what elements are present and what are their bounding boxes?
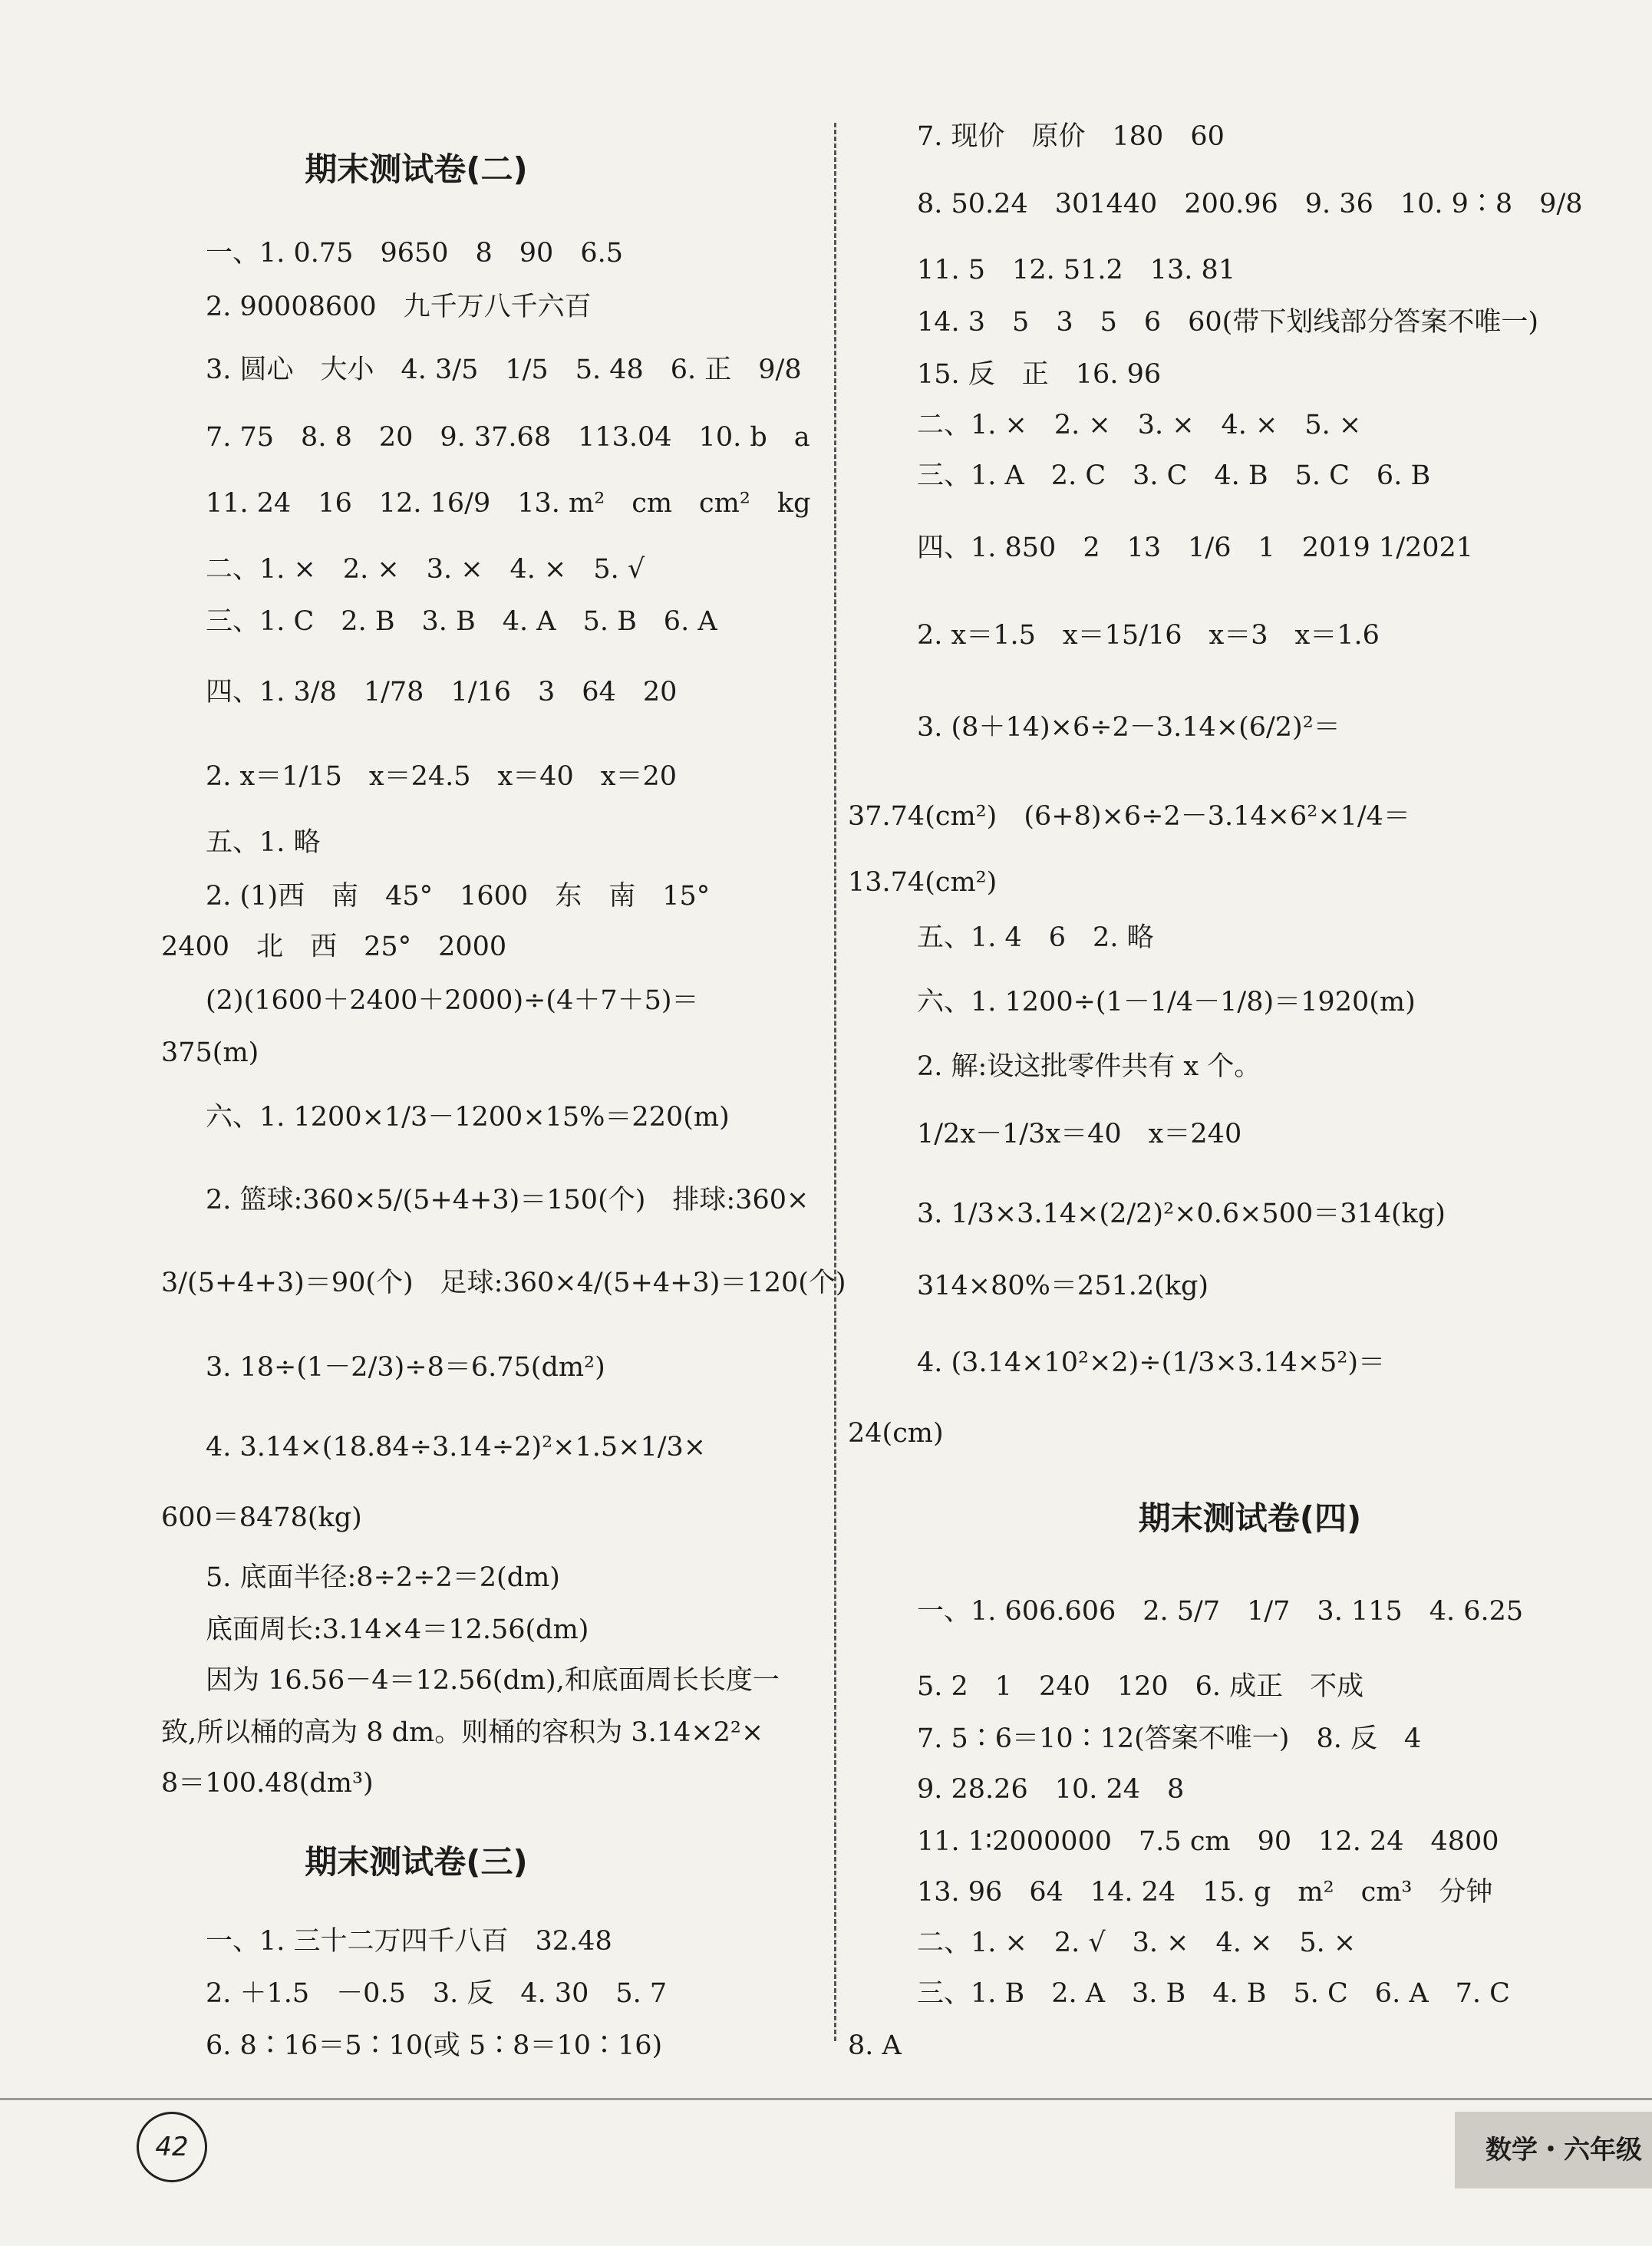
answer-line: 15. 反 正 16. 96 [917, 359, 1162, 390]
answer-line: 二、1. × 2. × 3. × 4. × 5. √ [206, 554, 645, 585]
answer-line: 一、1. 606.606 2. 5/7 1/7 3. 115 4. 6.25 [917, 1596, 1524, 1627]
answer-line: 314×80%＝251.2(kg) [917, 1271, 1209, 1301]
answer-line: 四、1. 3/8 1/78 1/16 3 64 20 [206, 677, 678, 707]
page-number: 42 [137, 2112, 207, 2182]
section-heading-exam-4: 期末测试卷(四) [1138, 1499, 1362, 1537]
answer-line: 7. 现价 原价 180 60 [917, 121, 1225, 152]
column-divider [834, 123, 836, 2041]
answer-line: 2. 解:设这批零件共有 x 个。 [917, 1051, 1261, 1082]
answer-line: 4. (3.14×10²×2)÷(1/3×3.14×5²)＝ [917, 1347, 1386, 1378]
answer-line: 7. 5∶6＝10∶12(答案不唯一) 8. 反 4 [917, 1723, 1422, 1754]
answer-line: (2)(1600＋2400＋2000)÷(4＋7＋5)＝ [206, 985, 699, 1016]
answer-line: 7. 75 8. 8 20 9. 37.68 113.04 10. b a [206, 422, 810, 453]
answer-line: 2400 北 西 25° 2000 [161, 932, 507, 962]
answer-line: 9. 28.26 10. 24 8 [917, 1774, 1185, 1805]
answer-line: 24(cm) [848, 1418, 944, 1449]
answer-line: 3. 1/3×3.14×(2/2)²×0.6×500＝314(kg) [917, 1199, 1446, 1229]
answer-line: 一、1. 三十二万四千八百 32.48 [206, 1926, 612, 1957]
answer-line: 6. 8∶16＝5∶10(或 5∶8＝10∶16) [206, 2030, 663, 2061]
answer-line: 8. A [848, 2030, 902, 2061]
answer-line: 5. 底面半径:8÷2÷2＝2(dm) [206, 1562, 560, 1593]
answer-line: 三、1. B 2. A 3. B 4. B 5. C 6. A 7. C [917, 1978, 1510, 2009]
answer-line: 8. 50.24 301440 200.96 9. 36 10. 9∶8 9/8 [917, 189, 1583, 219]
answer-line: 14. 3 5 3 5 6 60(带下划线部分答案不唯一) [917, 307, 1538, 338]
answer-line: 11. 24 16 12. 16/9 13. m² cm cm² kg [206, 488, 811, 519]
answer-line: 二、1. × 2. √ 3. × 4. × 5. × [917, 1928, 1357, 1958]
subject-tag: 数学・六年级 [1455, 2112, 1652, 2188]
answer-line: 2. (1)西 南 45° 1600 东 南 15° [206, 881, 711, 912]
answer-line: 375(m) [161, 1037, 259, 1068]
answer-line: 11. 5 12. 51.2 13. 81 [917, 255, 1236, 285]
answer-line: 2. ＋1.5 －0.5 3. 反 4. 30 5. 7 [206, 1978, 668, 2009]
answer-line: 4. 3.14×(18.84÷3.14÷2)²×1.5×1/3× [206, 1432, 707, 1463]
section-heading-exam-2: 期末测试卷(二) [305, 150, 528, 188]
answer-line: 3. 18÷(1－2/3)÷8＝6.75(dm²) [206, 1352, 605, 1383]
answer-line: 2. x＝1.5 x＝15/16 x＝3 x＝1.6 [917, 620, 1380, 651]
answer-line: 2. 篮球:360×5/(5+4+3)＝150(个) 排球:360× [206, 1185, 810, 1215]
answer-line: 2. 90008600 九千万八千六百 [206, 292, 592, 322]
answer-line: 3. 圆心 大小 4. 3/5 1/5 5. 48 6. 正 9/8 [206, 355, 802, 385]
answer-line: 底面周长:3.14×4＝12.56(dm) [206, 1614, 589, 1645]
answer-line: 5. 2 1 240 120 6. 成正 不成 [917, 1671, 1364, 1702]
answer-line: 37.74(cm²) (6+8)×6÷2－3.14×6²×1/4＝ [848, 801, 1410, 832]
answer-line: 13.74(cm²) [848, 867, 997, 898]
answer-line: 1/2x－1/3x＝40 x＝240 [917, 1119, 1242, 1149]
answer-line: 五、1. 4 6 2. 略 [917, 922, 1154, 953]
answer-line: 六、1. 1200÷(1－1/4－1/8)＝1920(m) [917, 987, 1416, 1017]
answer-line: 3/(5+4+3)＝90(个) 足球:360×4/(5+4+3)＝120(个) [161, 1268, 846, 1298]
answer-line: 11. 1∶2000000 7.5 cm 90 12. 24 4800 [917, 1826, 1499, 1857]
answer-line: 二、1. × 2. × 3. × 4. × 5. × [917, 410, 1362, 440]
answer-line: 8＝100.48(dm³) [161, 1768, 374, 1799]
answer-line: 3. (8＋14)×6÷2－3.14×(6/2)²＝ [917, 712, 1340, 743]
section-heading-exam-3: 期末测试卷(三) [305, 1843, 528, 1881]
answer-line: 2. x＝1/15 x＝24.5 x＝40 x＝20 [206, 761, 678, 792]
answer-line: 一、1. 0.75 9650 8 90 6.5 [206, 238, 623, 269]
answer-line: 三、1. A 2. C 3. C 4. B 5. C 6. B [917, 460, 1431, 491]
answer-line: 13. 96 64 14. 24 15. g m² cm³ 分钟 [917, 1877, 1493, 1908]
answer-line: 600＝8478(kg) [161, 1502, 362, 1533]
footer-rule [0, 2098, 1652, 2100]
answer-line: 六、1. 1200×1/3－1200×15%＝220(m) [206, 1102, 730, 1133]
answer-line: 四、1. 850 2 13 1/6 1 2019 1/2021 [917, 533, 1474, 563]
answer-line: 五、1. 略 [206, 827, 321, 858]
answer-line: 致,所以桶的高为 8 dm。则桶的容积为 3.14×2²× [161, 1717, 764, 1748]
answer-line: 三、1. C 2. B 3. B 4. A 5. B 6. A [206, 606, 717, 637]
answer-line: 因为 16.56－4＝12.56(dm),和底面周长长度一 [206, 1665, 780, 1696]
